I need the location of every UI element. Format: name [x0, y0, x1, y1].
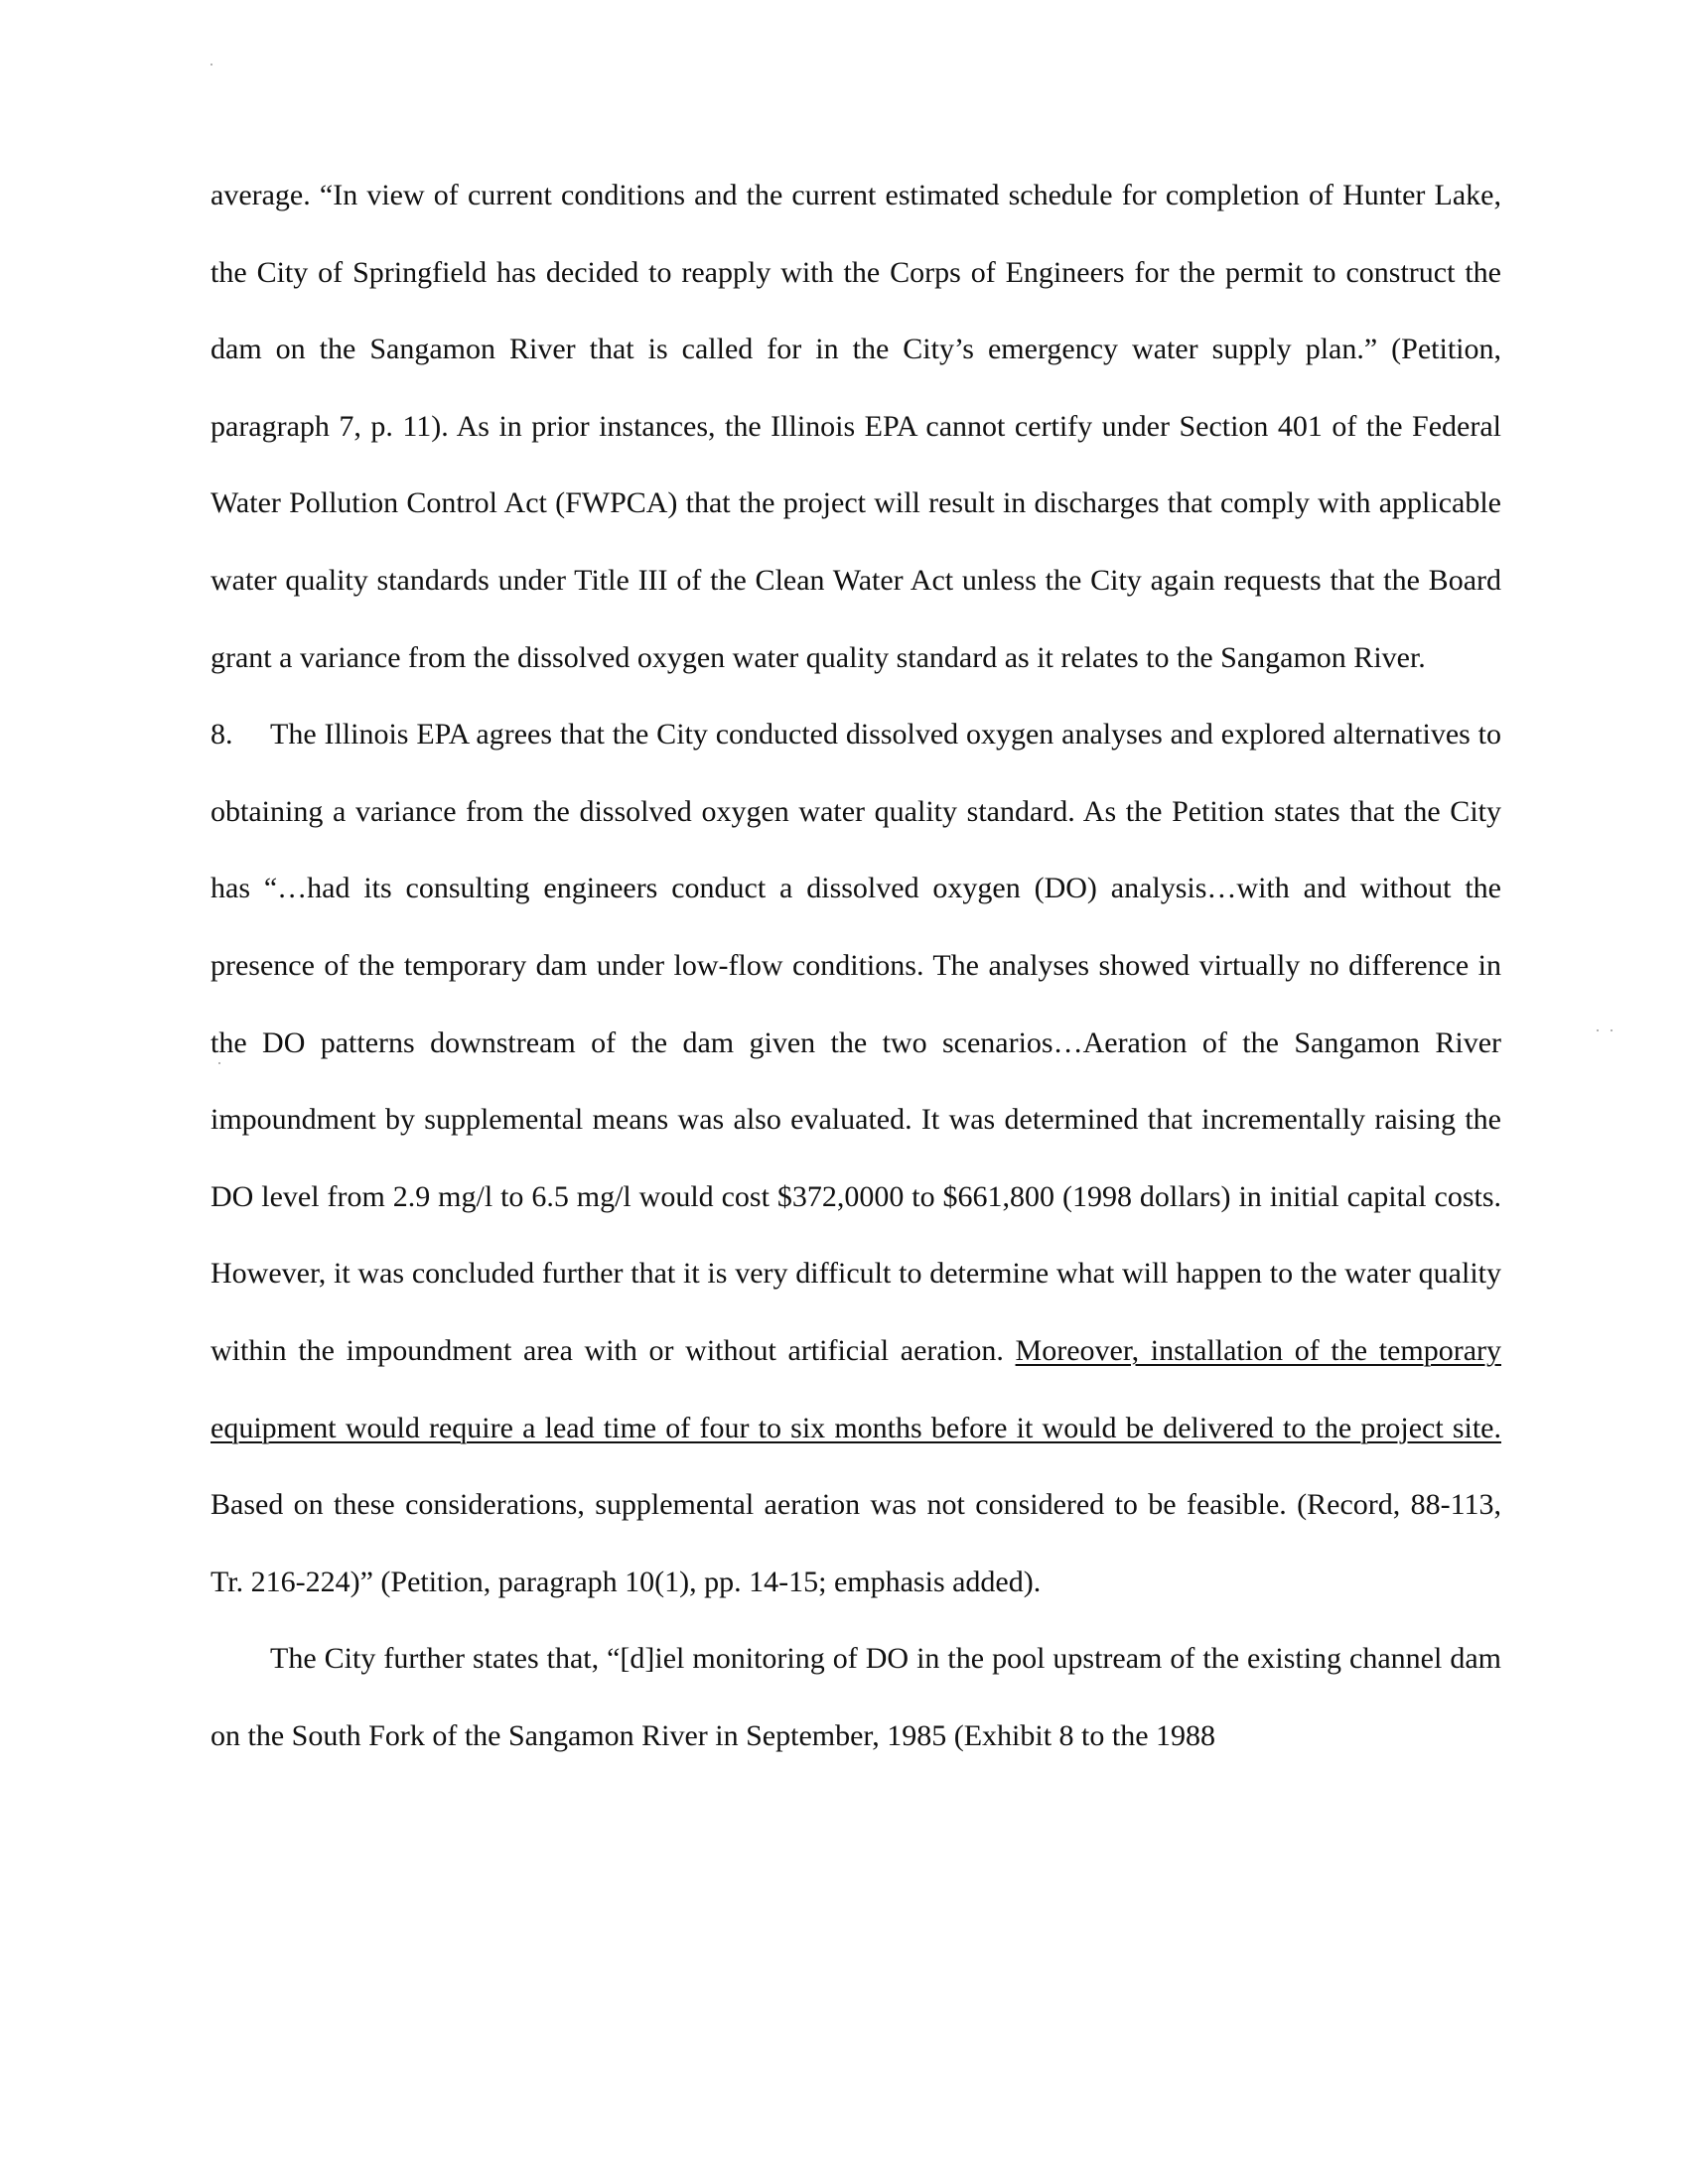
final-paragraph	[210, 1620, 1501, 1774]
underlined-emphasis: Moreover, installation of the temporary equipment would require a lead time of four to six months before it would be delivered to the project site.	[210, 1333, 1501, 1444]
paragraph-number: 8.	[210, 718, 233, 751]
continuation-paragraph	[210, 157, 1501, 696]
paragraph-8-closing-text: Based on these considerations, supplemental aeration was not considered to be feasible. (Record, 88-113, Tr. 216-224)” (Petition, paragraph 10(1), pp. 14-15; emphasis added).	[210, 1488, 1501, 1598]
paragraph-8	[210, 696, 1501, 1620]
paragraph-8-text: The Illinois EPA agrees that the City conducted dissolved oxygen analyses and explored alternatives to obtaining a variance from the dissolved oxygen water quality standard. As the Petition states that the City has “…had its consulting engineers conduct a dissolved oxygen (DO) analysis…with and without the presence of the temporary dam under low-flow conditions. The analyses showed virtually no difference in the DO patterns downstream of the dam given the two scenarios…Aeration of the Sangamon River impoundment by supplemental means was also evaluated. It was determined that incrementally raising the DO level from 2.9 mg/l to 6.5 mg/l would cost $372,0000 to $661,800 (1998 dollars) in initial capital costs. However, it was concluded further that it is very difficult to determine what will happen to the water quality within the impoundment area with or without artificial aeration.	[210, 718, 1501, 1367]
scan-speck	[1597, 1029, 1599, 1031]
continuation-paragraph-text: average. “In view of current conditions and the current estimated schedule for completion of Hunter Lake, the City of Springfield has decided to reapply with the Corps of Engineers for the permit to construct the dam on the Sangamon River that is called for in the City’s emergency water supply plan.” (Petition, paragraph 7, p. 11). As in prior instances, the Illinois EPA cannot certify under Section 401 of the Federal Water Pollution Control Act (FWPCA) that the project will result in discharges that comply with applicable water quality standards under Title III of the Clean Water Act unless the City again requests that the Board grant a variance from the dissolved oxygen water quality standard as it relates to the Sangamon River.	[210, 179, 1501, 674]
scan-speck	[1611, 1029, 1613, 1031]
final-paragraph-text: The City further states that, “[d]iel monitoring of DO in the pool upstream of the existing channel dam on the South Fork of the Sangamon River in September, 1985 (Exhibit 8 to the 1988	[210, 1642, 1501, 1752]
document-body	[210, 157, 1501, 1774]
scan-speck	[210, 64, 212, 66]
